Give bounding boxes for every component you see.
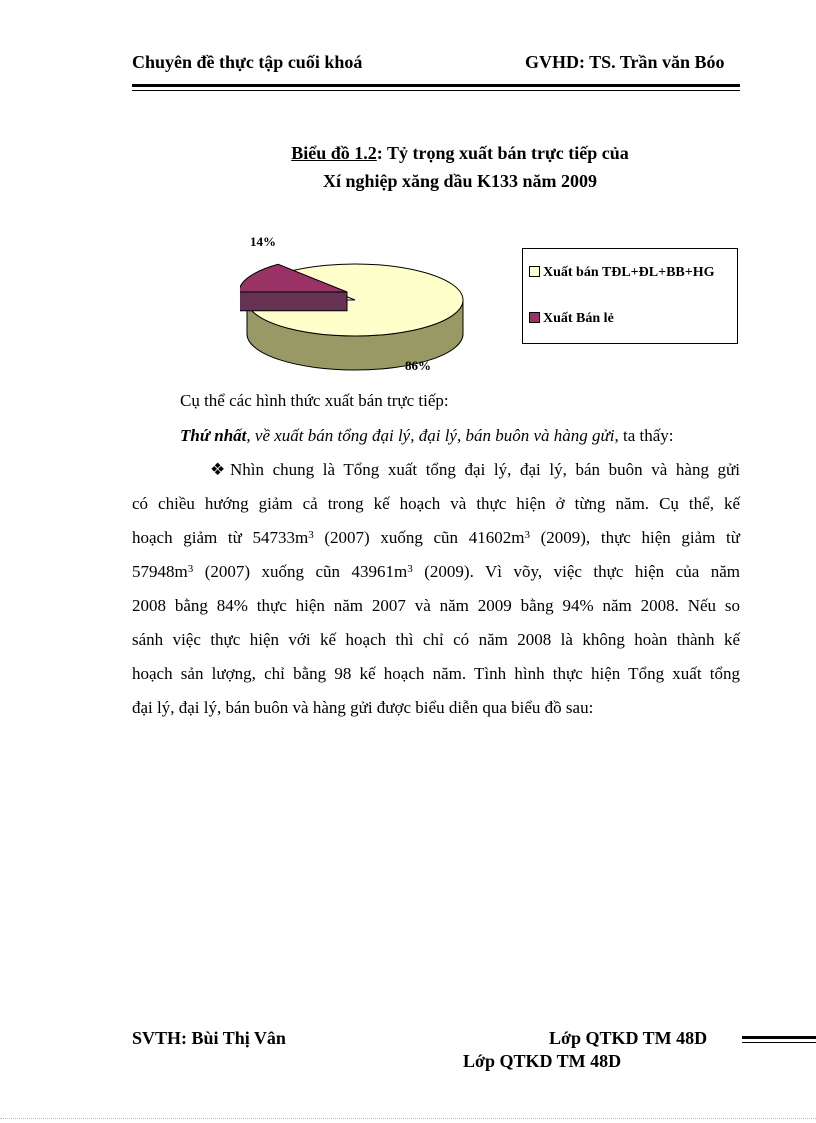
bullet-icon: ❖ — [210, 460, 226, 479]
legend-label-retail: Xuất Bán lẻ — [543, 311, 614, 326]
header-left: Chuyên đề thực tập cuối khoá — [132, 52, 363, 72]
body-line-1: Nhìn chung là Tổng xuất tổng đại lý, đại lý, bán buôn và hàng gửi — [230, 460, 740, 479]
chart-legend — [522, 248, 738, 344]
body-line-6: sánh việc thực hiện với kế hoạch thì chỉ có năm 2008 là không hoàn thành kế — [132, 630, 740, 649]
legend-item-wholesale — [529, 265, 715, 281]
line3-c: (2009), thực hiện giảm từ — [529, 528, 740, 547]
line4-c: (2009). Vì võy, việc thực hiện của năm — [412, 562, 741, 581]
intro-text: Cụ thể các hình thức xuất bán trực tiếp: — [180, 391, 449, 410]
chart-title-line1 — [160, 143, 760, 164]
line3-sup2: 3 — [524, 529, 530, 541]
legend-swatch-wholesale — [529, 266, 540, 277]
line3-b: (2007) xuống cũn 41602m — [313, 528, 525, 547]
footer-rule — [742, 1036, 816, 1043]
footer-class-right: Lớp QTKD TM 48D — [549, 1028, 708, 1048]
paragraph-first — [180, 419, 674, 453]
data-label-small: 14% — [250, 234, 276, 249]
chart-title-label: Biểu đồ 1.2 — [291, 143, 377, 163]
paragraph-first-bold: Thứ nhất — [180, 426, 247, 445]
line4-b: (2007) xuống cũn 43961m — [193, 562, 408, 581]
legend-item-retail — [529, 311, 614, 327]
paragraph-first-rest: , ta thấy: — [614, 426, 674, 445]
body-line-5: 2008 bằng 84% thực hiện năm 2007 và năm 2009 bằng 94% năm 2008. Nếu so — [132, 596, 740, 615]
body-line-2: có chiều hướng giảm cả trong kế hoạch và thực hiện ở từng năm. Cụ thể, kế — [132, 494, 740, 513]
line3-sup1: 3 — [308, 529, 314, 541]
footer-author: SVTH: Bùi Thị Vân — [132, 1028, 286, 1048]
header-right: GVHD: TS. Trần văn Bóo — [525, 52, 725, 72]
body-line-3 — [132, 521, 740, 555]
pie-chart — [240, 232, 480, 382]
page-bottom-border — [0, 1118, 816, 1119]
data-label-big: 86% — [405, 358, 431, 373]
line3-a: hoạch giảm từ 54733m — [132, 528, 309, 547]
line4-a: 57948m — [132, 562, 188, 581]
line4-sup1: 3 — [187, 563, 194, 575]
line4-sup2: 3 — [407, 563, 413, 575]
chart-title-line2: Xí nghiệp xăng dầu K133 năm 2009 — [322, 171, 598, 191]
pie-slice-small-side — [240, 292, 347, 311]
body-line-7: hoạch sản lượng, chỉ bằng 98 kế hoạch năm. Tình hình thực hiện Tổng xuất tổng — [132, 664, 740, 683]
header-divider — [132, 84, 740, 91]
body-line-8: đại lý, đại lý, bán buôn và hàng gửi được biểu diễn qua biểu đồ sau: — [132, 698, 594, 717]
chart-title-rest: : Tỷ trọng xuất bán trực tiếp của — [376, 143, 629, 163]
legend-label-wholesale: Xuất bán TĐL+ĐL+BB+HG — [543, 265, 715, 280]
body-line-4 — [132, 555, 740, 589]
footer-class-center: Lớp QTKD TM 48D — [463, 1051, 622, 1071]
paragraph-first-italic: , về xuất bán tổng đại lý, đại lý, bán buôn và hàng gửi — [246, 426, 615, 445]
legend-swatch-retail — [529, 312, 540, 323]
